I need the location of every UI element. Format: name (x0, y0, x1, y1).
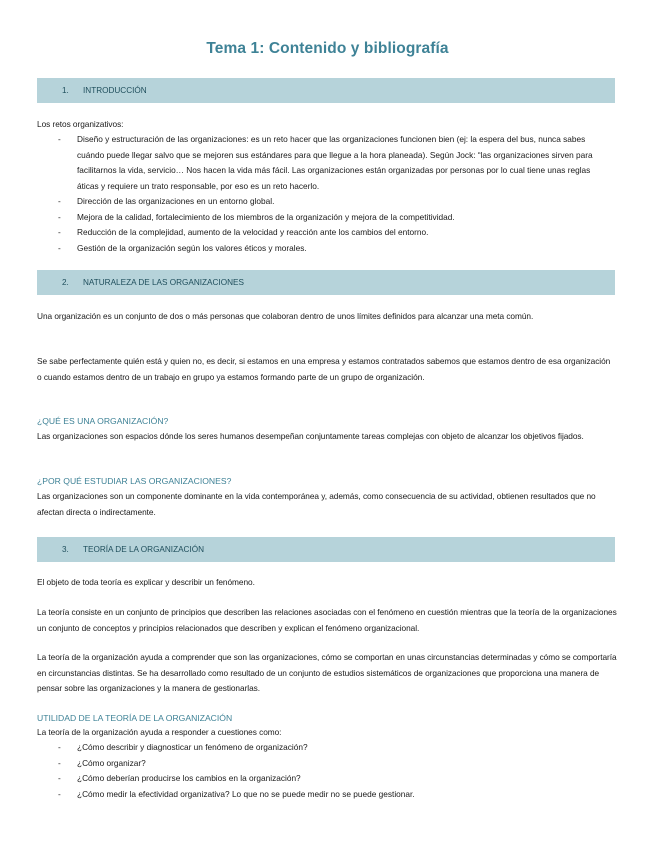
bullet-dash: - (58, 742, 61, 752)
naturaleza-paragraph-1: Una organización es un conjunto de dos o más personas que colaboran dentro de unos límites definidos para alcanzar una meta común. (37, 311, 534, 321)
list-item-text: Gestión de la organización según los valores éticos y morales. (77, 242, 307, 253)
bullet-dash: - (58, 242, 61, 253)
list-item (58, 241, 614, 257)
bullet-dash: - (58, 196, 61, 206)
list-item-text: Dirección de las organizaciones en un entorno global. (77, 196, 275, 206)
bullet-dash: - (58, 757, 61, 768)
por-que-text: Las organizaciones son un componente dominante en la vida contemporánea y, además, como consecuencia de su actividad, obtienen resultados que no afectan directa o indirectamente. (37, 491, 596, 517)
teoria-paragraph-2: La teoría consiste en un conjunto de principios que describen las relaciones asociadas con el fenómeno en cuestión mientras que la teoría de la organizaciones un conjunto de conceptos y principios relacionados que describen y explican el fenómeno organizacional. (37, 607, 617, 633)
teoria-paragraph-1: El objeto de toda teoría es explicar y describir un fenómeno. (37, 577, 255, 587)
bullet-dash: - (58, 788, 61, 799)
section-number: 2. (62, 278, 69, 287)
bullet-dash: - (58, 773, 61, 783)
list-item (58, 740, 614, 756)
section-number: 3. (62, 545, 69, 554)
section-number: 1. (62, 86, 69, 95)
naturaleza-paragraph-2: Se sabe perfectamente quién está y quien no, es decir, si estamos en una empresa y estamos contratados sabemos que estamos dentro de esa organización o cuando estamos dentro de un trabajo en grupo ya estamos formando parte de un grupo de organización. (37, 356, 611, 382)
list-item (58, 132, 614, 194)
utilidad-bullet-list (58, 740, 614, 802)
list-item-text: ¿Cómo describir y diagnosticar un fenómeno de organización? (77, 742, 308, 752)
bullet-dash: - (58, 134, 61, 144)
page-title: Tema 1: Contenido y bibliografía (206, 40, 449, 57)
list-item (58, 771, 614, 787)
list-item (58, 194, 614, 210)
bullet-dash: - (58, 227, 61, 237)
list-item-text: ¿Cómo organizar? (77, 757, 146, 768)
intro-lead: Los retos organizativos: (37, 119, 124, 129)
teoria-paragraph-3: La teoría de la organización ayuda a comprender que son las organizaciones, cómo se comportan en unas circunstancias determinadas y cómo se comportaría en circunstancias distintas. Se ha desarrollado como resultado de un conjunto de estudios sistemáticos de organizaciones que proporciona una manera de pensar sobre las organizaciones y la manera de gestionarlas. (37, 652, 617, 693)
section-label: INTRODUCCIÓN (83, 86, 147, 95)
subheading-por-que: ¿POR QUÉ ESTUDIAR LAS ORGANIZACIONES? (37, 476, 232, 486)
section-header-introduccion (37, 78, 615, 103)
utilidad-lead: La teoría de la organización ayuda a responder a cuestiones como: (37, 727, 282, 737)
list-item (58, 210, 614, 226)
section-label: TEORÍA DE LA ORGANIZACIÓN (83, 545, 205, 554)
list-item-text: Reducción de la complejidad, aumento de la velocidad y reacción ante los cambios del entorno. (77, 227, 429, 237)
section-label: NATURALEZA DE LAS ORGANIZACIONES (83, 278, 244, 287)
section-header-teoria (37, 537, 615, 562)
list-item (58, 787, 614, 803)
section-header-naturaleza (37, 270, 615, 295)
intro-bullet-list (58, 132, 614, 256)
list-item-text: Mejora de la calidad, fortalecimiento de los miembros de la organización y mejora de la competitividad. (77, 211, 455, 222)
list-item (58, 756, 614, 772)
bullet-dash: - (58, 211, 61, 222)
subheading-utilidad: UTILIDAD DE LA TEORÍA DE LA ORGANIZACIÓN (37, 713, 233, 723)
list-item-text: ¿Cómo deberían producirse los cambios en la organización? (77, 773, 301, 783)
list-item-text: Diseño y estructuración de las organizaciones: es un reto hacer que las organizaciones funcionen bien (ej: la espera del bus, nunca sabes cuándo puede llegar salvo que se mejoren sus estándares para que llegue a la hora planeada). Según Jock: “las organizaciones sirven para facilitarnos la vida, servicio… Nos hacen la vida más fácil. Las organizaciones están organizadas por personas por lo cual tiene unas reglas áticas y requiere un trato responsable, por eso es un reto hacerlo. (77, 134, 593, 191)
subheading-que-es: ¿QUÉ ES UNA ORGANIZACIÓN? (37, 416, 169, 426)
list-item-text: ¿Cómo medir la efectividad organizativa? Lo que no se puede medir no se puede gestionar. (77, 788, 415, 799)
list-item (58, 225, 614, 241)
que-es-text: Las organizaciones son espacios dónde los seres humanos desempeñan conjuntamente tareas complejas con objeto de alcanzar los objetivos fijados. (37, 431, 584, 441)
